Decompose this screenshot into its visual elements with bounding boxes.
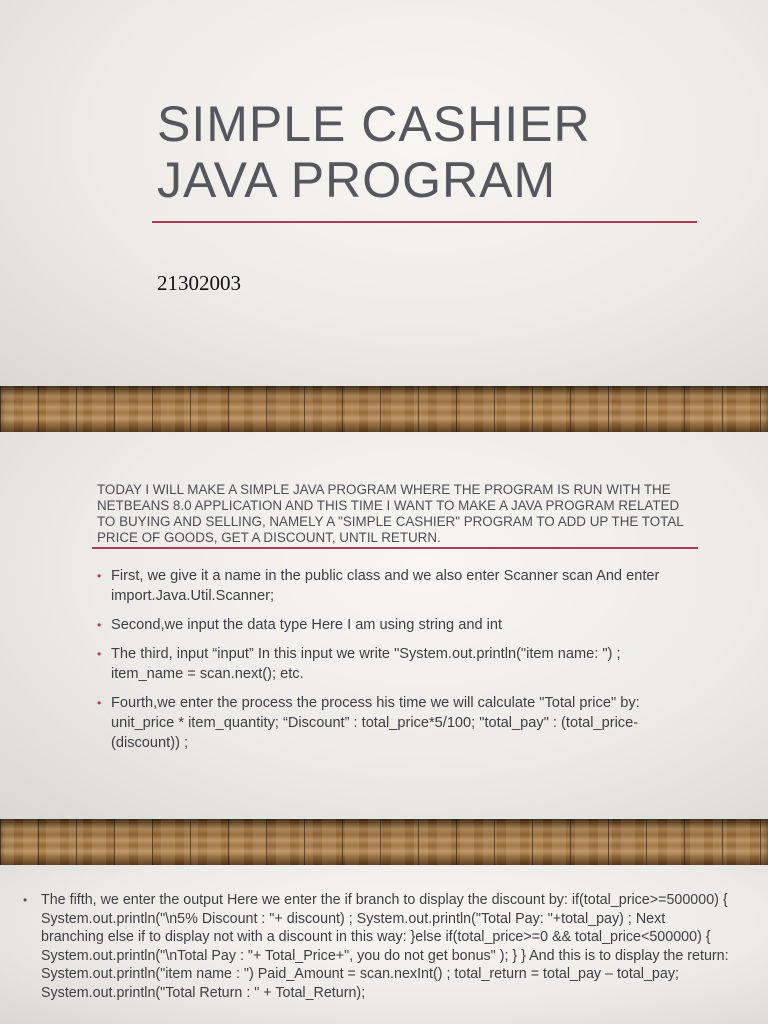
bullet-icon: • (97, 647, 102, 661)
bullet-icon: • (97, 569, 102, 583)
bullet-list (97, 566, 691, 762)
bullet-icon: • (97, 696, 102, 710)
bullet-text: Second,we input the data type Here I am using string and int (111, 617, 503, 633)
list-item (97, 693, 691, 753)
list-item (23, 891, 731, 1002)
intro-heading: TODAY I WILL MAKE A SIMPLE JAVA PROGRAM WHERE THE PROGRAM IS RUN WITH THE NETBEANS 8.0 APPLICATION AND THIS TIME I WANT TO MAKE A JAVA PROGRAM RELATED TO BUYING AND SELLING, NAMELY A "SIMPLE CASHIER" PROGRAM TO ADD UP THE TOTAL PRICE OF GOODS, GET A DISCOUNT, UNTIL RETURN. (97, 482, 684, 545)
title-line-1: SIMPLE CASHIER (157, 96, 591, 152)
output-slide (0, 865, 768, 1024)
student-id: 21302003 (157, 271, 241, 295)
intro-divider (92, 547, 698, 549)
list-item (97, 644, 691, 684)
wood-floor-divider (0, 819, 768, 865)
bullet-icon: • (97, 618, 102, 632)
title-divider (152, 221, 697, 223)
title-slide (0, 0, 768, 386)
bullet-icon: • (23, 893, 28, 907)
list-item (97, 615, 691, 635)
bullet-text: Fourth,we enter the process the process his time we will calculate "Total price" by: unit_price * item_quantity; “Discount” : total_price*5/100; "total_pay" : (total_price-(discount)) ; (111, 695, 640, 751)
bullet-text: The fifth, we enter the output Here we enter the if branch to display the discount by: if(total_price>=500000) { System.out.println("\n5% Discount : "+ discount) ; System.out.println("Total Pay: "+total_pay) ; Next branching else if to display not with a discount in this way: }else if(total_price>=0 && total_price<500000) { System.out.println("\nTotal Pay : "+ Total_Price+", you do not get bonus" ); } } And this is to display the return: System.out.println("item name : ") Paid_Amount = scan.nexInt() ; total_return = total_pay – total_pay; System.out.println("Total Return : " + Total_Return); (41, 892, 729, 1001)
slide-title (157, 96, 717, 208)
wood-floor-divider (0, 386, 768, 432)
bullet-text: The third, input “input” In this input we write "System.out.println("item name: ") ; item_name = scan.next(); etc. (111, 646, 621, 682)
list-item (97, 566, 691, 606)
content-slide (0, 432, 768, 819)
title-line-2: JAVA PROGRAM (157, 152, 557, 208)
bullet-text: First, we give it a name in the public class and we also enter Scanner scan And enter import.Java.Util.Scanner; (111, 568, 660, 604)
